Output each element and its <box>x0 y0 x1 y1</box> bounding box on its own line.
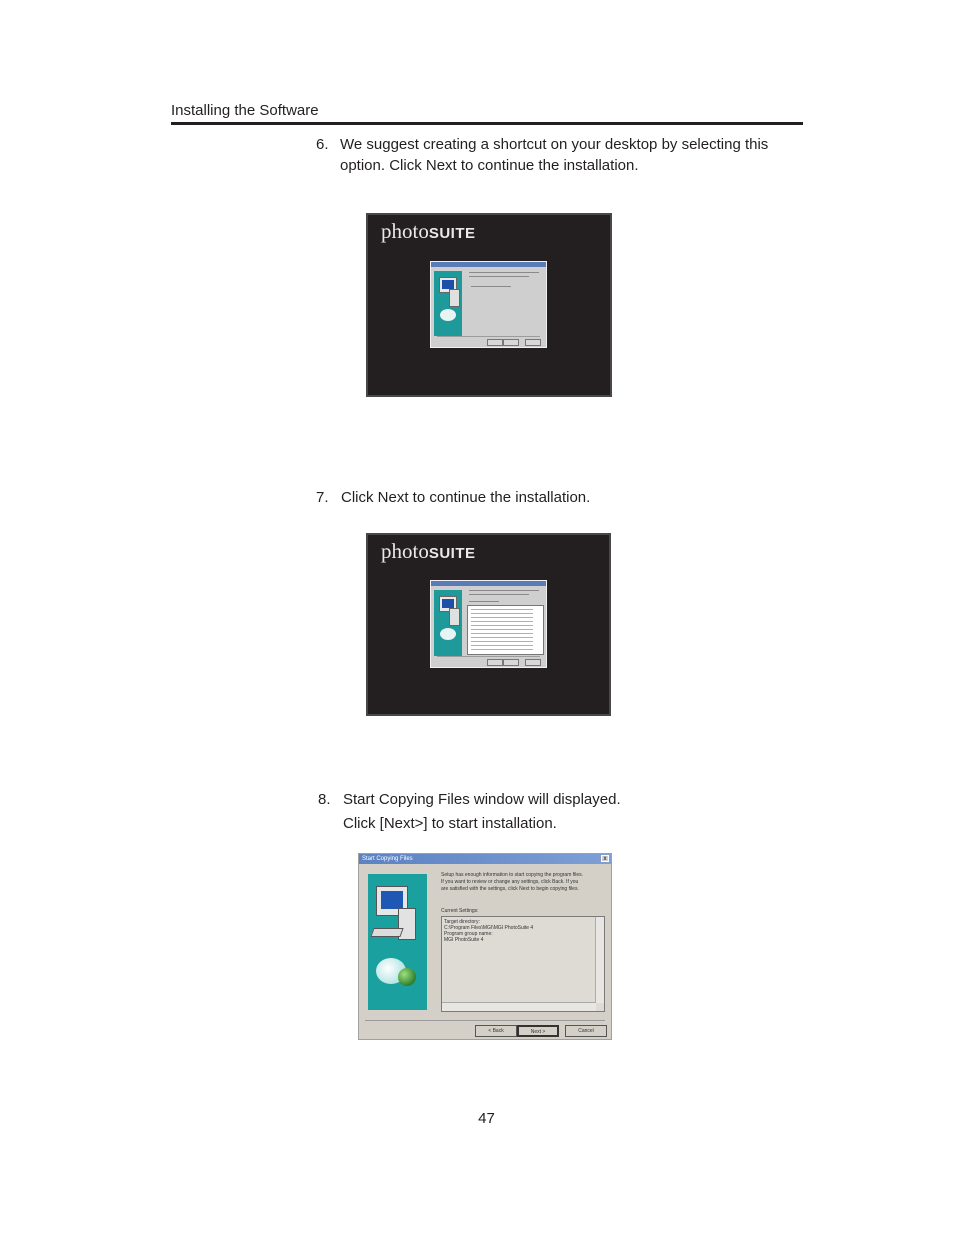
start-copying-files-dialog <box>358 853 612 1040</box>
setup-graphic <box>434 271 462 336</box>
step-text-line: Click [Next>] to start installation. <box>343 815 557 832</box>
photosuite-logo: photoSUITE <box>381 219 476 243</box>
header-title: Installing the Software <box>171 102 319 119</box>
page-number: 47 <box>478 1110 495 1127</box>
settings-line: C:\Program Files\MGI\MGI PhotoSuite 4 <box>444 925 534 931</box>
keyboard-icon <box>370 928 403 937</box>
mini-component-list <box>467 605 544 655</box>
dialog-intro-line: Setup has enough information to start copying the program files. <box>441 872 584 878</box>
setup-graphic <box>368 874 427 1010</box>
installer-screenshot-shortcut <box>366 213 612 397</box>
mini-setup-dialog <box>430 580 547 668</box>
current-settings-box[interactable] <box>441 916 605 1012</box>
step-text-line: Start Copying Files window will displayed. <box>343 791 621 808</box>
step-number: 7. <box>316 489 329 506</box>
settings-line: Program group name: <box>444 931 493 937</box>
disc-icon <box>440 309 456 321</box>
computer-tower-icon <box>449 289 460 307</box>
horizontal-scrollbar[interactable] <box>442 1002 596 1011</box>
header-rule <box>171 122 803 125</box>
step-number: 8. <box>318 791 331 808</box>
vertical-scrollbar[interactable] <box>595 917 604 1003</box>
settings-line: Target directory: <box>444 919 480 925</box>
back-button[interactable]: < Back <box>475 1025 517 1037</box>
dialog-title-bar <box>359 854 611 864</box>
dialog-title: Start Copying Files <box>362 856 413 862</box>
settings-line: MGI PhotoSuite 4 <box>444 937 484 943</box>
mini-title-bar <box>431 581 546 586</box>
step-number: 6. <box>316 136 329 153</box>
step-text-line: We suggest creating a shortcut on your desktop by selecting this <box>340 136 769 153</box>
step-text-line: option. Click Next to continue the installation. <box>340 157 639 174</box>
photosuite-logo: photoSUITE <box>381 539 476 563</box>
step-text-line: Click Next to continue the installation. <box>341 489 591 506</box>
globe-icon <box>398 968 416 986</box>
next-button[interactable]: Next > <box>517 1025 559 1037</box>
cancel-button[interactable]: Cancel <box>565 1025 607 1037</box>
mini-title-bar <box>431 262 546 267</box>
setup-graphic <box>434 590 462 656</box>
disc-icon <box>440 628 456 640</box>
computer-tower-icon <box>449 608 460 626</box>
settings-label: Current Settings: <box>441 908 479 914</box>
dialog-intro-line: If you want to review or change any settings, click Back. If you <box>441 879 579 885</box>
mini-setup-dialog <box>430 261 547 348</box>
dialog-intro-line: are satisfied with the settings, click Next to begin copying files. <box>441 886 579 892</box>
dialog-separator <box>365 1020 605 1021</box>
installer-screenshot-components <box>366 533 611 716</box>
close-icon[interactable]: x <box>601 855 609 862</box>
